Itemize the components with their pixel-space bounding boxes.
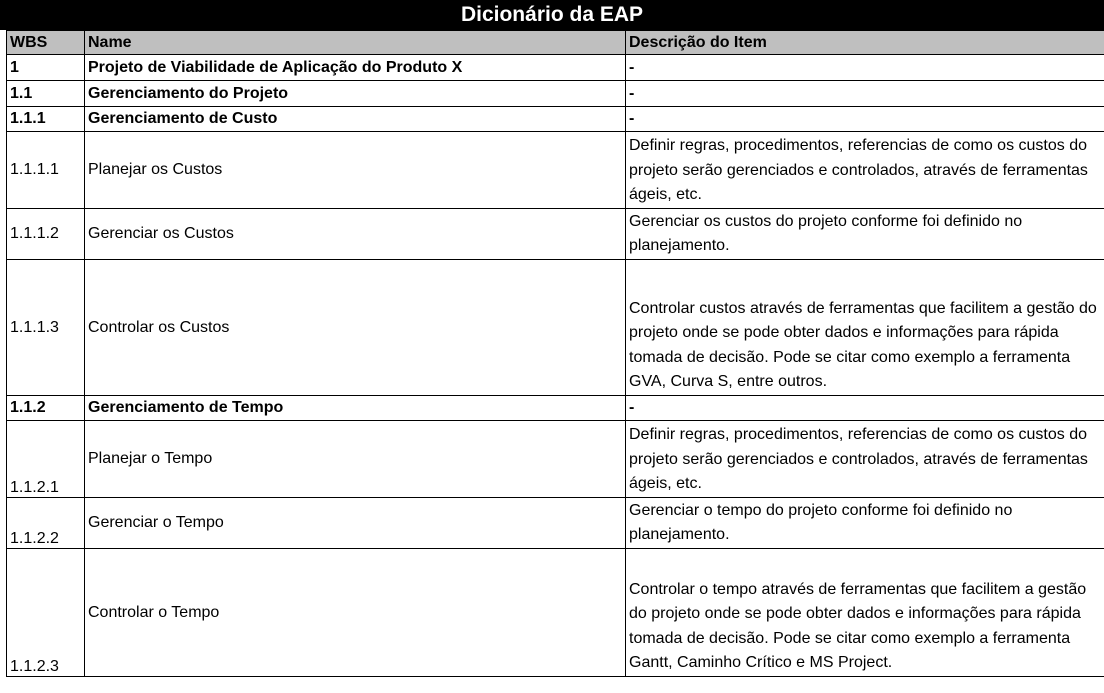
cell-description[interactable]: Gerenciar o tempo do projeto conforme foi definido no planejamento. <box>626 498 1104 549</box>
cell-description[interactable]: Controlar custos através de ferramentas que facilitem a gestão do projeto onde se pode obter dados e informações para rápida tomada de decisão. Pode se citar como exemplo a ferramenta GVA, Curva S, entre outros. <box>626 260 1104 396</box>
cell-description[interactable]: - <box>626 396 1104 421</box>
cell-wbs[interactable]: 1.1.1.2 <box>7 209 85 260</box>
cell-wbs[interactable]: 1.1.2.2 <box>7 498 85 549</box>
cell-name[interactable]: Planejar o Tempo <box>85 421 626 498</box>
cell-name[interactable]: Gerenciar os Custos <box>85 209 626 260</box>
table-row <box>7 81 1104 107</box>
cell-name[interactable]: Planejar os Custos <box>85 132 626 209</box>
table-row <box>7 132 1104 209</box>
wbs-dictionary-table <box>6 30 1104 677</box>
header-description[interactable]: Descrição do Item <box>626 31 1104 55</box>
table-row <box>7 498 1104 549</box>
table-row <box>7 549 1104 677</box>
cell-wbs[interactable]: 1.1.1 <box>7 107 85 132</box>
table-row <box>7 209 1104 260</box>
cell-wbs[interactable]: 1.1.1.1 <box>7 132 85 209</box>
cell-wbs[interactable]: 1.1 <box>7 81 85 107</box>
cell-name[interactable]: Gerenciamento do Projeto <box>85 81 626 107</box>
header-name[interactable]: Name <box>85 31 626 55</box>
cell-wbs[interactable]: 1.1.2 <box>7 396 85 421</box>
cell-description[interactable]: - <box>626 81 1104 107</box>
header-wbs[interactable]: WBS <box>7 31 85 55</box>
cell-description[interactable]: Gerenciar os custos do projeto conforme foi definido no planejamento. <box>626 209 1104 260</box>
table-row <box>7 421 1104 498</box>
cell-name[interactable]: Controlar o Tempo <box>85 549 626 677</box>
cell-wbs[interactable]: 1.1.2.1 <box>7 421 85 498</box>
header-row <box>7 31 1104 55</box>
cell-name[interactable]: Gerenciamento de Tempo <box>85 396 626 421</box>
cell-description[interactable]: - <box>626 107 1104 132</box>
cell-name[interactable]: Gerenciar o Tempo <box>85 498 626 549</box>
table-row <box>7 260 1104 396</box>
table-row <box>7 396 1104 421</box>
table-row <box>7 55 1104 81</box>
cell-wbs[interactable]: 1 <box>7 55 85 81</box>
cell-description[interactable]: Controlar o tempo através de ferramentas que facilitem a gestão do projeto onde se pode obter dados e informações para rápida tomada de decisão. Pode se citar como exemplo a ferramenta Gantt, Caminho Crítico e MS Project. <box>626 549 1104 677</box>
cell-name[interactable]: Projeto de Viabilidade de Aplicação do Produto X <box>85 55 626 81</box>
cell-description[interactable]: Definir regras, procedimentos, referencias de como os custos do projeto serão gerenciados e controlados, através de ferramentas ágeis, etc. <box>626 421 1104 498</box>
table-row <box>7 107 1104 132</box>
cell-name[interactable]: Controlar os Custos <box>85 260 626 396</box>
cell-wbs[interactable]: 1.1.2.3 <box>7 549 85 677</box>
cell-name[interactable]: Gerenciamento de Custo <box>85 107 626 132</box>
cell-description[interactable]: Definir regras, procedimentos, referencias de como os custos do projeto serão gerenciados e controlados, através de ferramentas ágeis, etc. <box>626 132 1104 209</box>
cell-description[interactable]: - <box>626 55 1104 81</box>
cell-wbs[interactable]: 1.1.1.3 <box>7 260 85 396</box>
sheet-title[interactable]: Dicionário da EAP <box>0 0 1104 30</box>
